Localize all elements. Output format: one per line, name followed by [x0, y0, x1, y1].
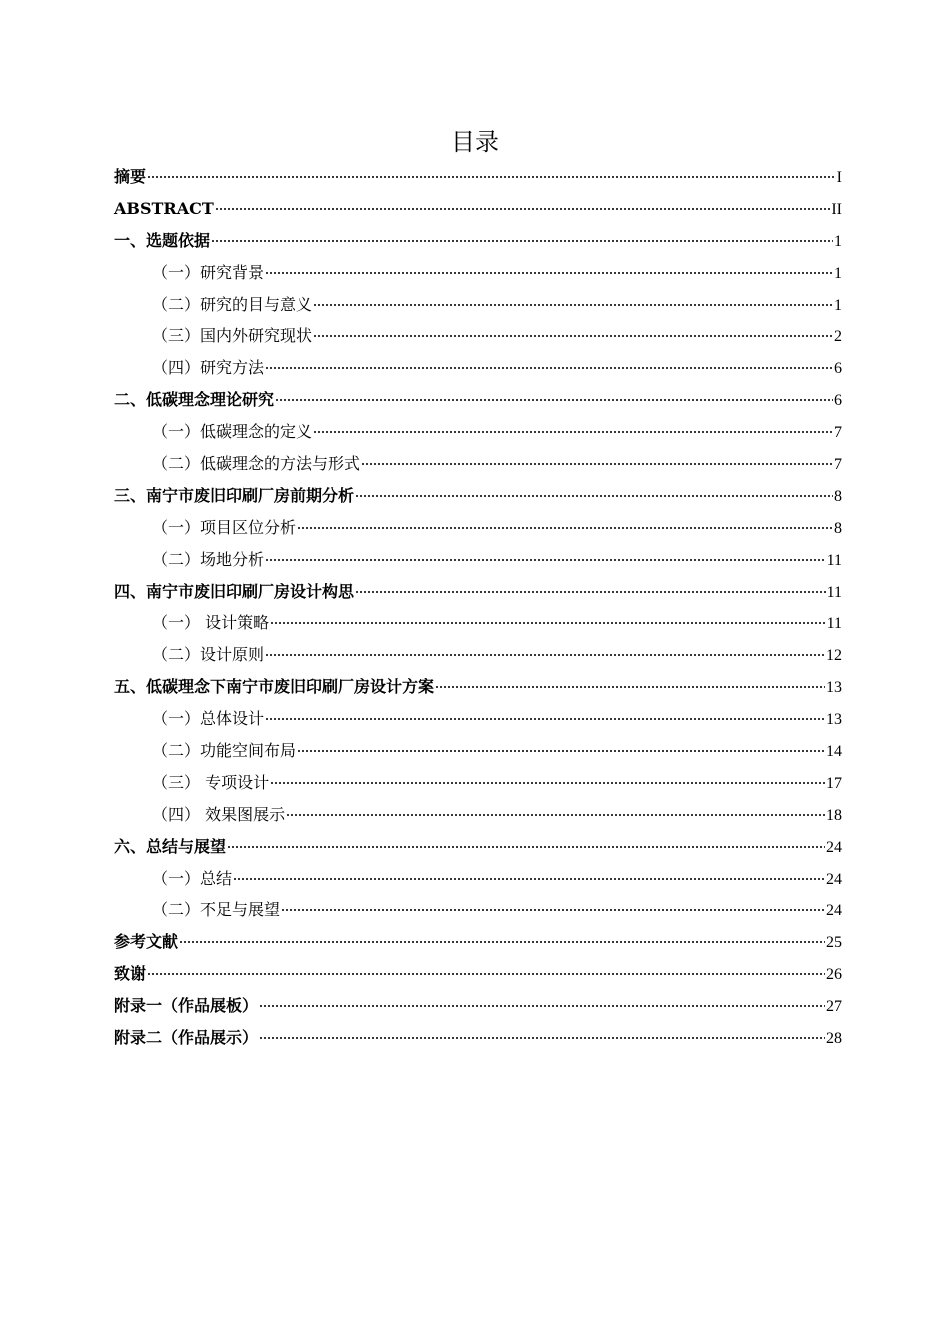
toc-dot-leader	[313, 420, 833, 434]
toc-dot-leader	[233, 867, 825, 881]
toc-dot-leader	[355, 484, 833, 498]
toc-entry-title: （一）项目区位分析	[152, 517, 297, 537]
toc-page-number: 17	[826, 774, 842, 792]
toc-page-number: 18	[826, 806, 842, 824]
toc-dot-leader	[281, 898, 825, 912]
toc-page-number: 28	[826, 1030, 842, 1048]
toc-entry-chapter[interactable]	[114, 671, 842, 703]
toc-page-number: 1	[834, 232, 842, 250]
toc-entry-chapter[interactable]	[114, 958, 842, 990]
toc-entry-title: （三）国内外研究现状	[152, 326, 313, 346]
toc-entry-section[interactable]	[114, 894, 842, 926]
toc-entry-chapter[interactable]	[114, 1022, 842, 1054]
toc-dot-leader	[211, 229, 833, 243]
toc-page-number: 14	[826, 743, 842, 761]
toc-dot-leader	[286, 803, 825, 817]
toc-entry-title: （二）场地分析	[152, 549, 265, 569]
toc-entry-section[interactable]	[114, 289, 842, 321]
toc-entry-title: 二、低碳理念理论研究	[114, 390, 275, 410]
toc-entry-section[interactable]	[114, 448, 842, 480]
toc-dot-leader	[435, 675, 825, 689]
toc-dot-leader	[270, 611, 826, 625]
toc-entry-chapter[interactable]	[114, 193, 842, 225]
toc-title: 目录	[451, 128, 499, 156]
toc-page-number: 8	[834, 519, 842, 537]
toc-entry-chapter[interactable]	[114, 576, 842, 608]
toc-dot-leader	[227, 835, 825, 849]
toc-dot-leader	[259, 1026, 825, 1040]
toc-entry-chapter[interactable]	[114, 990, 842, 1022]
toc-dot-leader	[147, 165, 836, 179]
toc-page-number: II	[831, 200, 842, 218]
toc-entry-title: 附录一（作品展板）	[114, 996, 259, 1016]
toc-entry-section[interactable]	[114, 703, 842, 735]
toc-page-number: 24	[826, 870, 842, 888]
toc-page-number: 6	[834, 392, 842, 410]
toc-page-number: 7	[834, 424, 842, 442]
toc-entry-title: （一）总结	[152, 868, 233, 888]
toc-dot-leader	[215, 197, 831, 211]
toc-entry-section[interactable]	[114, 767, 842, 799]
toc-entry-section[interactable]	[114, 320, 842, 352]
toc-dot-leader	[297, 516, 833, 530]
toc-dot-leader	[313, 324, 833, 338]
toc-page-number: 26	[826, 966, 842, 984]
toc-page-number: 1	[834, 296, 842, 314]
toc-list	[114, 161, 842, 1054]
toc-page-number: 11	[826, 615, 842, 633]
toc-entry-section[interactable]	[114, 607, 842, 639]
toc-entry-chapter[interactable]	[114, 480, 842, 512]
toc-page-number: 24	[826, 902, 842, 920]
toc-dot-leader	[275, 388, 833, 402]
toc-dot-leader	[265, 643, 825, 657]
toc-page-number: 12	[826, 647, 842, 665]
toc-entry-chapter[interactable]	[114, 225, 842, 257]
toc-page-number: 11	[826, 551, 842, 569]
toc-dot-leader	[265, 356, 833, 370]
toc-entry-title: 摘要	[114, 167, 147, 186]
toc-entry-section[interactable]	[114, 257, 842, 289]
toc-page-number: 24	[826, 838, 842, 856]
toc-entry-title: （二）低碳理念的方法与形式	[152, 454, 361, 474]
toc-entry-title: （一）总体设计	[152, 709, 265, 729]
toc-entry-title: 致谢	[114, 964, 147, 984]
toc-dot-leader	[147, 962, 825, 976]
toc-entry-title: （二）设计原则	[152, 645, 265, 665]
toc-entry-section[interactable]	[114, 352, 842, 384]
toc-entry-title: 三、南宁市废旧印刷厂房前期分析	[114, 485, 355, 505]
toc-entry-title: （一）低碳理念的定义	[152, 422, 313, 442]
toc-entry-title: 一、选题依据	[114, 230, 211, 250]
toc-page-number: 11	[826, 583, 842, 601]
toc-dot-leader	[313, 293, 833, 307]
toc-entry-title: 参考文献	[114, 932, 179, 952]
toc-page-number: 7	[834, 456, 842, 474]
toc-entry-title: 六、总结与展望	[114, 836, 227, 856]
toc-page-number: 1	[834, 264, 842, 282]
toc-entry-section[interactable]	[114, 799, 842, 831]
toc-dot-leader	[297, 739, 825, 753]
toc-entry-chapter[interactable]	[114, 926, 842, 958]
toc-entry-chapter[interactable]	[114, 161, 842, 193]
toc-dot-leader	[361, 452, 833, 466]
toc-dot-leader	[265, 548, 826, 562]
toc-entry-section[interactable]	[114, 863, 842, 895]
toc-page-number: 8	[834, 487, 842, 505]
toc-entry-title: （四）研究方法	[152, 358, 265, 378]
toc-entry-title: 附录二（作品展示）	[114, 1028, 259, 1048]
toc-entry-title: 四、南宁市废旧印刷厂房设计构思	[114, 581, 355, 601]
toc-entry-section[interactable]	[114, 416, 842, 448]
toc-page-number: 13	[826, 711, 842, 729]
toc-page-number: I	[836, 169, 842, 186]
toc-entry-title: （一） 设计策略	[152, 613, 270, 633]
toc-dot-leader	[270, 771, 825, 785]
toc-page-number: 27	[826, 998, 842, 1016]
toc-entry-section[interactable]	[114, 544, 842, 576]
toc-entry-title: （二）不足与展望	[152, 900, 281, 920]
toc-page-number: 2	[834, 328, 842, 346]
toc-entry-title: 五、低碳理念下南宁市废旧印刷厂房设计方案	[114, 677, 435, 697]
toc-entry-section[interactable]	[114, 735, 842, 767]
toc-entry-title: ABSTRACT	[114, 198, 214, 218]
toc-entry-title: （三） 专项设计	[152, 772, 270, 792]
toc-entry-chapter[interactable]	[114, 831, 842, 863]
toc-entry-section[interactable]	[114, 512, 842, 544]
toc-page-number: 25	[826, 934, 842, 952]
toc-dot-leader	[265, 261, 833, 275]
toc-dot-leader	[265, 707, 825, 721]
toc-entry-section[interactable]	[114, 639, 842, 671]
toc-page-number: 13	[826, 679, 842, 697]
toc-page-number: 6	[834, 360, 842, 378]
toc-dot-leader	[259, 994, 825, 1008]
toc-dot-leader	[355, 580, 826, 594]
toc-entry-title: （一）研究背景	[152, 262, 265, 282]
toc-entry-chapter[interactable]	[114, 384, 842, 416]
toc-dot-leader	[179, 930, 825, 944]
toc-entry-title: （二）研究的目与意义	[152, 294, 313, 314]
toc-entry-title: （二）功能空间布局	[152, 741, 297, 761]
toc-entry-title: （四） 效果图展示	[152, 804, 286, 824]
